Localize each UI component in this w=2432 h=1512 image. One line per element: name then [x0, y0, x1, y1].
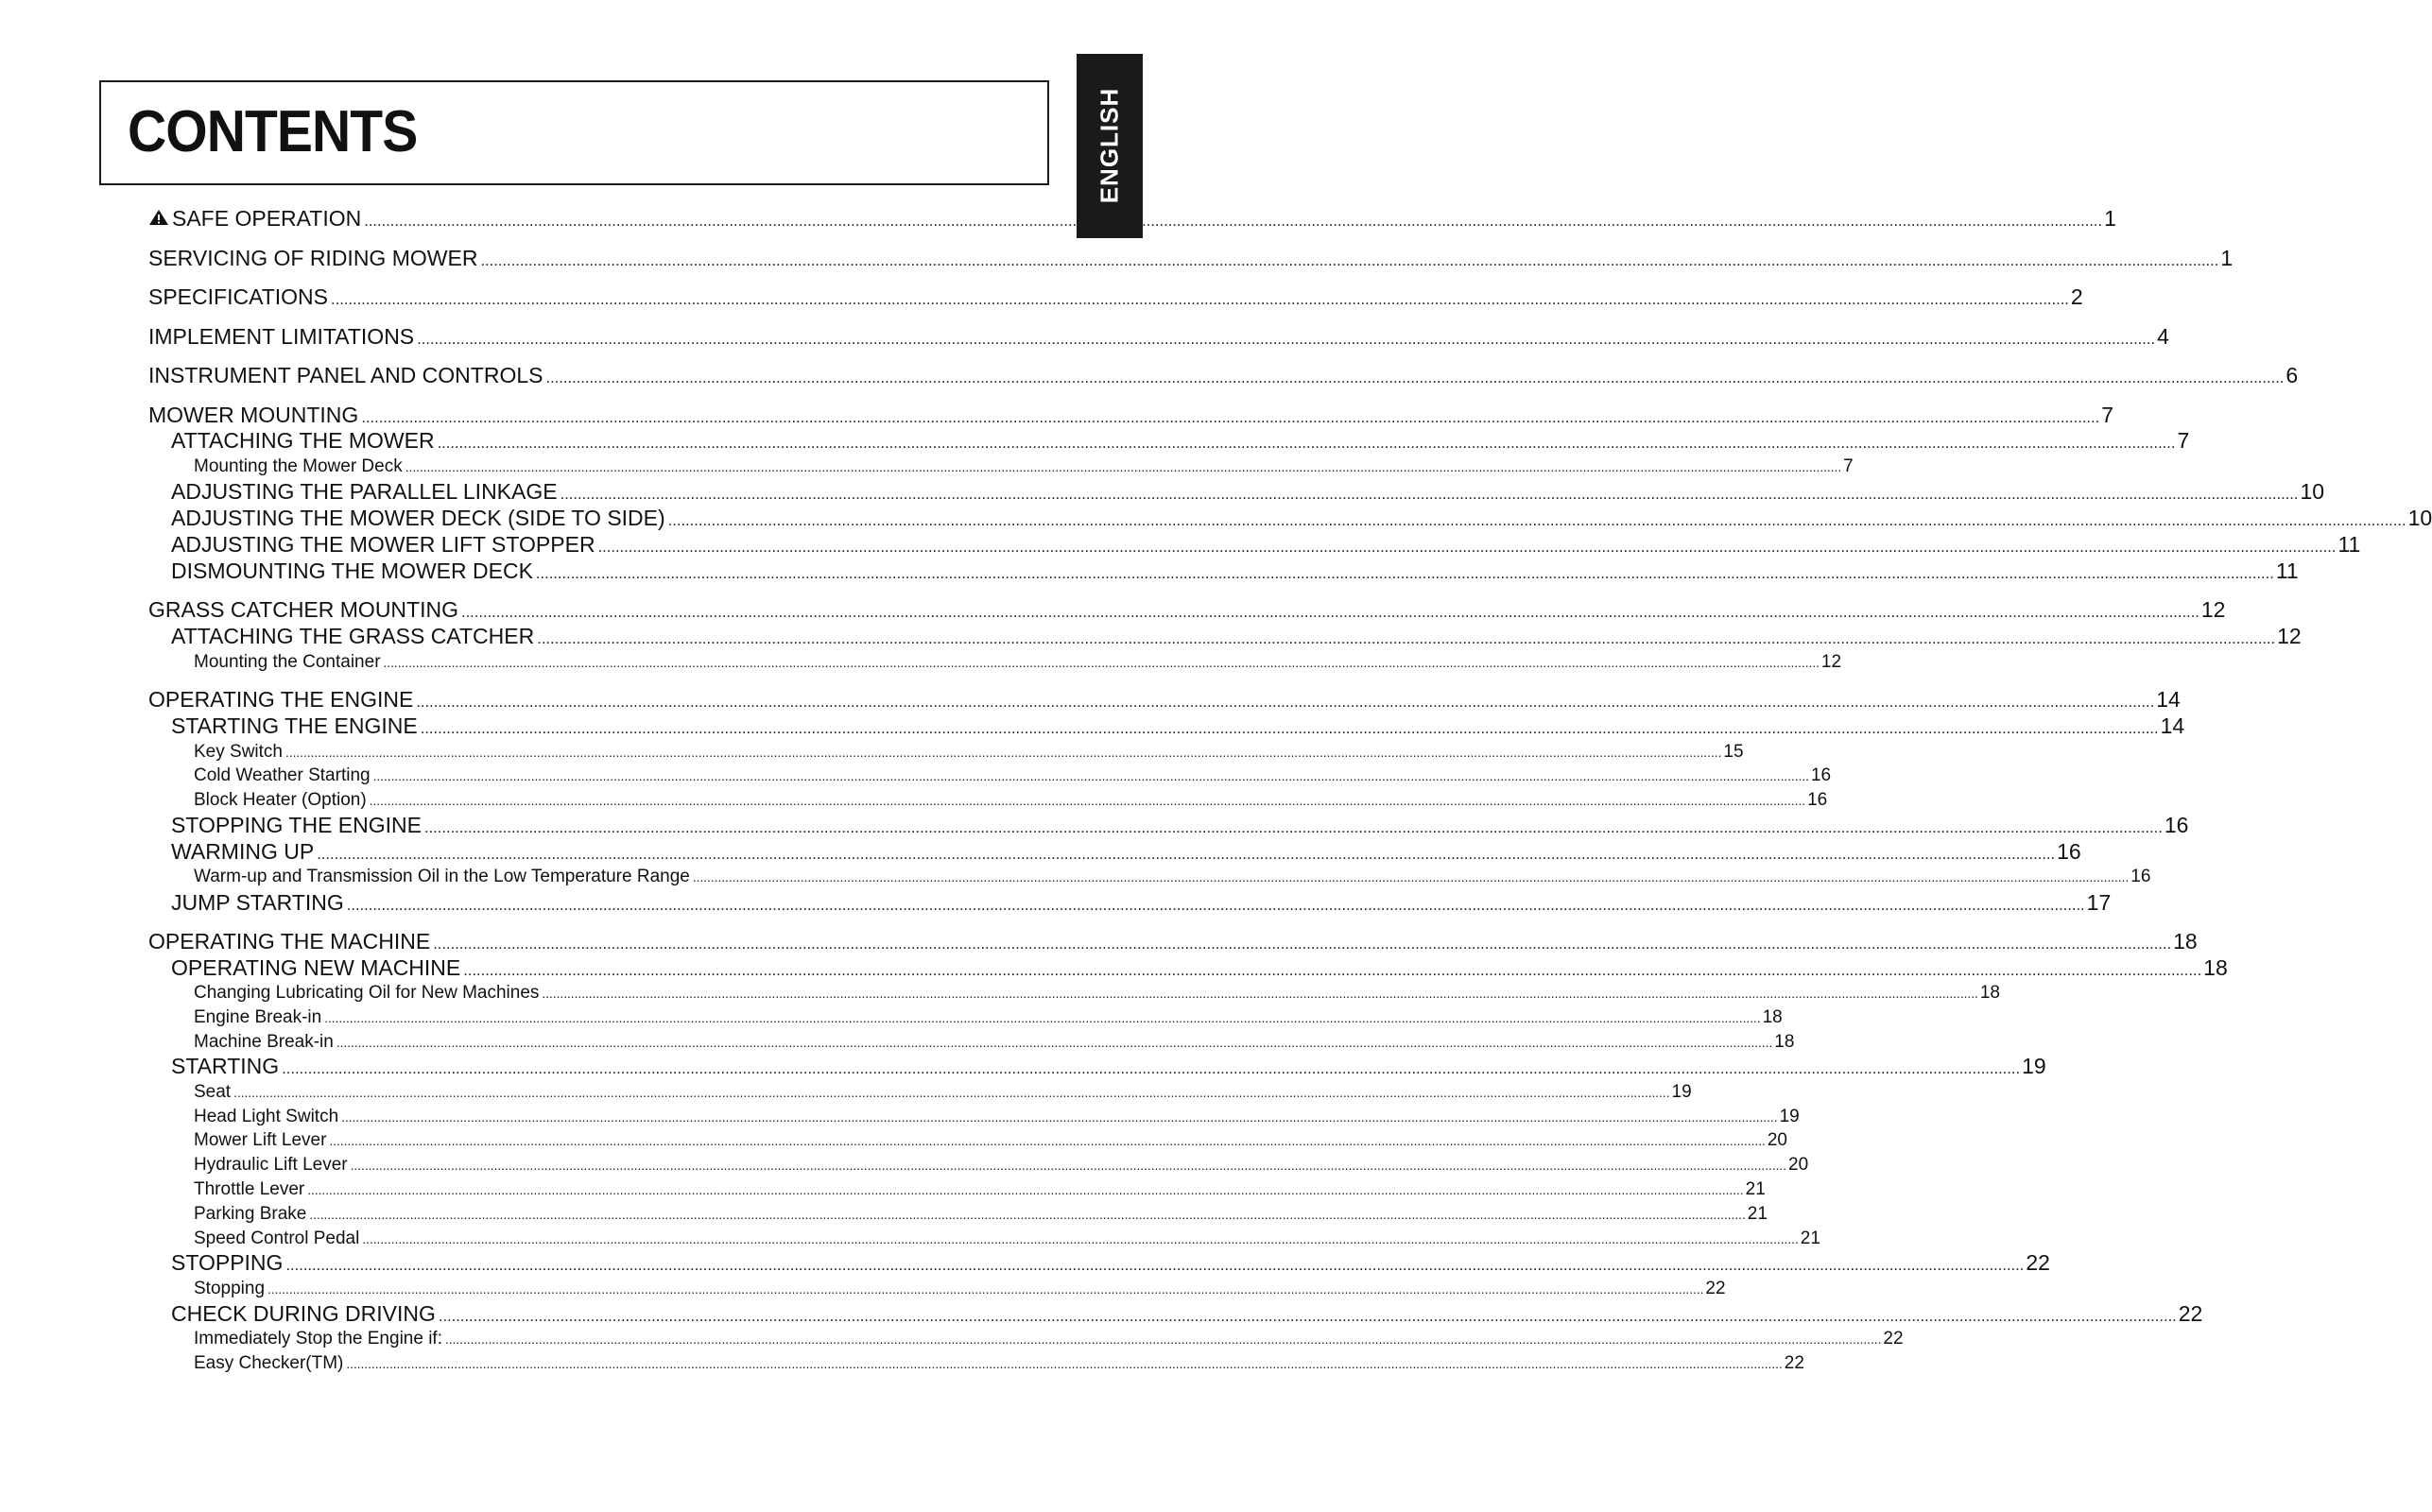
toc-entry[interactable] [194, 867, 2151, 887]
toc-entry[interactable] [148, 284, 2083, 310]
toc-page-number: 16 [1807, 790, 1828, 810]
toc-entry[interactable] [171, 479, 2325, 505]
toc-leader-dots: ................................................................................................................................................................................................................................................................................................................................................................................................................ [285, 1256, 2025, 1274]
toc-page-number: 12 [1820, 652, 1842, 672]
toc-entry[interactable] [171, 428, 2190, 454]
toc-page-number: 18 [2173, 929, 2198, 954]
toc-entry-label: OPERATING THE MACHINE [148, 929, 431, 954]
toc-entry-label: IMPLEMENT LIMITATIONS [148, 324, 415, 349]
toc-page-number: 20 [1788, 1155, 1809, 1175]
toc-page-number: 18 [1762, 1007, 1783, 1027]
toc-leader-dots: ................................................................................................................................................................................................................................................................................................................................................................................................................ [437, 434, 2176, 452]
toc-entry-label: Stopping [194, 1279, 266, 1298]
toc-leader-dots: ................................................................................................................................................................................................................................................................................................................................................................................................................ [405, 460, 1842, 474]
toc-page-number: 18 [1774, 1032, 1795, 1052]
toc-page-number: 12 [2277, 624, 2302, 648]
toc-leader-dots: ................................................................................................................................................................................................................................................................................................................................................................................................................ [233, 1086, 1670, 1100]
toc-leader-dots: ................................................................................................................................................................................................................................................................................................................................................................................................................ [317, 845, 2056, 863]
toc-page-number: 12 [2200, 597, 2226, 622]
toc-leader-dots: ................................................................................................................................................................................................................................................................................................................................................................................................................ [282, 1059, 2021, 1077]
toc-entry-label: INSTRUMENT PANEL AND CONTROLS [148, 363, 543, 387]
toc-entry[interactable] [171, 1250, 2050, 1276]
toc-entry[interactable] [194, 1329, 1904, 1349]
toc-entry-label: STOPPING [171, 1250, 284, 1275]
toc-entry[interactable] [171, 955, 2228, 981]
toc-leader-dots: ................................................................................................................................................................................................................................................................................................................................................................................................................ [417, 330, 2156, 348]
toc-entry-label: Head Light Switch [194, 1107, 339, 1126]
toc-page-number: 16 [2130, 867, 2151, 886]
toc-entry[interactable] [148, 687, 2181, 713]
toc-entry[interactable] [194, 765, 1832, 786]
toc-leader-dots: ................................................................................................................................................................................................................................................................................................................................................................................................................ [361, 408, 2100, 426]
toc-entry[interactable] [194, 1082, 1692, 1103]
toc-page-number: 7 [2177, 428, 2190, 453]
toc-entry-label: Immediately Stop the Engine if: [194, 1329, 442, 1349]
toc-page-number: 15 [1723, 742, 1744, 762]
toc-entry-label: Engine Break-in [194, 1007, 322, 1027]
toc-page-number: 22 [1784, 1353, 1804, 1373]
toc-entry-label: Warm-up and Transmission Oil in the Low Temperature Range [194, 867, 690, 886]
toc-entry-label: ADJUSTING THE MOWER DECK (SIDE TO SIDE) [171, 506, 665, 530]
toc-entry[interactable] [194, 1107, 1800, 1127]
toc-page-number: 21 [1747, 1204, 1768, 1224]
toc-entry-label: Parking Brake [194, 1204, 307, 1224]
toc-entry[interactable] [194, 1279, 1726, 1299]
toc-page-number: 20 [1767, 1130, 1787, 1150]
toc-entry[interactable] [171, 558, 2299, 584]
toc-leader-dots: ................................................................................................................................................................................................................................................................................................................................................................................................................ [350, 1159, 1787, 1173]
toc-entry-label: Mounting the Container [194, 652, 381, 672]
toc-leader-dots: ................................................................................................................................................................................................................................................................................................................................................................................................................ [346, 896, 2085, 914]
toc-leader-dots: ................................................................................................................................................................................................................................................................................................................................................................................................................ [346, 1357, 1783, 1371]
toc-entry[interactable] [171, 1054, 2046, 1079]
toc-page-number: 22 [1883, 1329, 1904, 1349]
toc-entry-label: STOPPING THE ENGINE [171, 813, 422, 837]
toc-leader-dots: ................................................................................................................................................................................................................................................................................................................................................................................................................ [372, 769, 1809, 783]
toc-entry-label: Changing Lubricating Oil for New Machines [194, 983, 540, 1003]
toc-leader-dots: ................................................................................................................................................................................................................................................................................................................................................................................................................ [331, 290, 2069, 308]
toc-leader-dots: ................................................................................................................................................................................................................................................................................................................................................................................................................ [336, 1036, 1773, 1050]
toc-entry[interactable] [194, 1204, 1768, 1225]
toc-entry[interactable] [194, 790, 1828, 811]
toc-entry-label: OPERATING THE ENGINE [148, 687, 414, 712]
toc-entry-label: Speed Control Pedal [194, 1228, 360, 1248]
toc-entry[interactable] [194, 1007, 1783, 1028]
toc-page-number: 17 [2086, 890, 2112, 915]
toc-entry-label: OPERATING NEW MACHINE [171, 955, 461, 980]
toc-leader-dots: ................................................................................................................................................................................................................................................................................................................................................................................................................ [537, 629, 2276, 647]
toc-page-number: 16 [1810, 765, 1832, 785]
toc-entry[interactable] [148, 246, 2234, 271]
toc-entry[interactable] [148, 929, 2198, 954]
toc-page-number: 10 [2407, 506, 2432, 530]
toc-entry[interactable] [194, 1228, 1820, 1249]
toc-page-number: 7 [1843, 456, 1854, 476]
toc-leader-dots: ................................................................................................................................................................................................................................................................................................................................................................................................................ [267, 1282, 1704, 1297]
toc-page-number: 7 [2101, 403, 2114, 427]
toc-entry[interactable] [194, 983, 2000, 1004]
toc-entry-label: Mower Lift Lever [194, 1130, 327, 1150]
toc-entry-label: SAFE OPERATION [172, 206, 362, 231]
toc-leader-dots: ................................................................................................................................................................................................................................................................................................................................................................................................................ [420, 719, 2159, 737]
toc-entry-label: Mounting the Mower Deck [194, 456, 403, 476]
toc-page-number: 22 [2178, 1301, 2203, 1326]
toc-entry-label: GRASS CATCHER MOUNTING [148, 597, 458, 622]
toc-page-number: 14 [2160, 713, 2185, 738]
toc-entry[interactable] [171, 813, 2189, 838]
toc-page-number: 11 [2275, 558, 2299, 583]
toc-leader-dots: ................................................................................................................................................................................................................................................................................................................................................................................................................ [416, 693, 2155, 711]
toc-entry-label: ATTACHING THE GRASS CATCHER [171, 624, 535, 648]
toc-page-number: 4 [2157, 324, 2169, 349]
warning-triangle-icon [148, 209, 169, 226]
toc-page-number: 18 [2203, 955, 2228, 980]
toc-entry[interactable] [194, 652, 1842, 673]
toc-entry-label: CHECK DURING DRIVING [171, 1301, 436, 1326]
toc-leader-dots: ................................................................................................................................................................................................................................................................................................................................................................................................................ [667, 511, 2406, 529]
toc-entry[interactable] [194, 742, 1744, 763]
toc-page-number: 18 [1979, 983, 2000, 1003]
toc-page-number: 14 [2156, 687, 2181, 712]
toc-page-number: 16 [2057, 839, 2081, 864]
toc-leader-dots: ................................................................................................................................................................................................................................................................................................................................................................................................................ [433, 935, 2172, 953]
toc-leader-dots: ................................................................................................................................................................................................................................................................................................................................................................................................................ [444, 1332, 1882, 1347]
toc-entry-label: Easy Checker(TM) [194, 1353, 344, 1373]
toc-leader-dots: ................................................................................................................................................................................................................................................................................................................................................................................................................ [545, 369, 2285, 387]
toc-entry[interactable] [148, 206, 2116, 232]
toc-page-number: 19 [2022, 1054, 2046, 1078]
toc-entry-label: Cold Weather Starting [194, 765, 371, 785]
toc-entry-label: ADJUSTING THE MOWER LIFT STOPPER [171, 532, 595, 557]
toc-page-number: 10 [2300, 479, 2325, 504]
toc-entry-label: Key Switch [194, 742, 283, 762]
toc-page-number: 21 [1800, 1228, 1820, 1248]
toc-entry-label: Throttle Lever [194, 1179, 305, 1199]
toc-leader-dots: ................................................................................................................................................................................................................................................................................................................................................................................................................ [463, 961, 2202, 979]
toc-leader-dots: ................................................................................................................................................................................................................................................................................................................................................................................................................ [597, 538, 2337, 556]
toc-page-number: 1 [2104, 206, 2116, 231]
toc-leader-dots: ................................................................................................................................................................................................................................................................................................................................................................................................................ [369, 794, 1806, 808]
toc-leader-dots: ................................................................................................................................................................................................................................................................................................................................................................................................................ [341, 1110, 1778, 1125]
toc-leader-dots: ................................................................................................................................................................................................................................................................................................................................................................................................................ [362, 1232, 1799, 1246]
toc-page-number: 2 [2070, 284, 2083, 309]
toc-leader-dots: ................................................................................................................................................................................................................................................................................................................................................................................................................ [307, 1183, 1744, 1197]
toc-entry[interactable] [171, 506, 2432, 531]
toc-entry[interactable] [194, 1353, 1804, 1374]
toc-entry[interactable] [171, 890, 2112, 916]
toc-entry[interactable] [171, 839, 2081, 865]
toc-leader-dots: ................................................................................................................................................................................................................................................................................................................................................................................................................ [535, 564, 2274, 582]
language-tab-label: ENGLISH [1095, 87, 1124, 204]
toc-leader-dots: ................................................................................................................................................................................................................................................................................................................................................................................................................ [460, 603, 2199, 621]
toc-entry-label: Machine Break-in [194, 1032, 334, 1052]
toc-entry[interactable] [148, 597, 2226, 623]
toc-entry-label: Hydraulic Lift Lever [194, 1155, 348, 1175]
toc-entry[interactable] [171, 532, 2361, 558]
toc-leader-dots: ................................................................................................................................................................................................................................................................................................................................................................................................................ [560, 485, 2299, 503]
toc-leader-dots: ................................................................................................................................................................................................................................................................................................................................................................................................................ [542, 987, 1978, 1001]
page-title: CONTENTS [128, 99, 418, 164]
toc-page-number: 1 [2220, 246, 2234, 270]
toc-page-number: 22 [2026, 1250, 2050, 1275]
toc-entry[interactable] [171, 713, 2185, 739]
toc-entry[interactable] [171, 1301, 2203, 1327]
toc-entry[interactable] [148, 324, 2169, 350]
toc-leader-dots: ................................................................................................................................................................................................................................................................................................................................................................................................................ [480, 251, 2219, 269]
toc-page-number: 16 [2164, 813, 2189, 837]
toc-page-number: 21 [1745, 1179, 1766, 1199]
toc-entry-label: SPECIFICATIONS [148, 284, 328, 309]
toc-entry[interactable] [194, 1130, 1787, 1151]
toc-entry[interactable] [194, 456, 1854, 477]
toc-entry-label: JUMP STARTING [171, 890, 344, 915]
toc-page-number: 19 [1671, 1082, 1692, 1102]
toc-entry-label: WARMING UP [171, 839, 315, 864]
toc-entry-label: ATTACHING THE MOWER [171, 428, 435, 453]
toc-leader-dots: ................................................................................................................................................................................................................................................................................................................................................................................................................ [692, 870, 2130, 885]
toc-leader-dots: ................................................................................................................................................................................................................................................................................................................................................................................................................ [309, 1208, 1746, 1222]
toc-leader-dots: ................................................................................................................................................................................................................................................................................................................................................................................................................ [438, 1307, 2177, 1325]
toc-entry[interactable] [148, 363, 2299, 388]
toc-entry-label: ADJUSTING THE PARALLEL LINKAGE [171, 479, 558, 504]
toc-entry[interactable] [148, 403, 2114, 428]
toc-entry-label: Block Heater (Option) [194, 790, 367, 810]
toc-entry[interactable] [194, 1179, 1766, 1200]
toc-leader-dots: ................................................................................................................................................................................................................................................................................................................................................................................................................ [324, 1011, 1761, 1025]
toc-page-number: 19 [1779, 1107, 1800, 1126]
toc-entry-label: STARTING THE ENGINE [171, 713, 418, 738]
toc-entry-label: SERVICING OF RIDING MOWER [148, 246, 478, 270]
toc-entry-label: STARTING [171, 1054, 280, 1078]
toc-entry-label: Seat [194, 1082, 232, 1102]
toc-entry[interactable] [194, 1032, 1795, 1053]
toc-leader-dots: ................................................................................................................................................................................................................................................................................................................................................................................................................ [329, 1134, 1766, 1148]
toc-page-number: 22 [1705, 1279, 1726, 1298]
toc-entry-label: DISMOUNTING THE MOWER DECK [171, 558, 533, 583]
toc-leader-dots: ................................................................................................................................................................................................................................................................................................................................................................................................................ [285, 746, 1722, 760]
toc-leader-dots: ................................................................................................................................................................................................................................................................................................................................................................................................................ [383, 656, 1820, 670]
toc-leader-dots: ................................................................................................................................................................................................................................................................................................................................................................................................................ [423, 818, 2163, 836]
toc-page-number: 11 [2337, 532, 2361, 557]
toc-entry[interactable] [194, 1155, 1809, 1176]
toc-leader-dots: ................................................................................................................................................................................................................................................................................................................................................................................................................ [364, 212, 2103, 230]
toc-entry[interactable] [171, 624, 2302, 649]
toc-page-number: 6 [2285, 363, 2299, 387]
toc-entry-label: MOWER MOUNTING [148, 403, 359, 427]
